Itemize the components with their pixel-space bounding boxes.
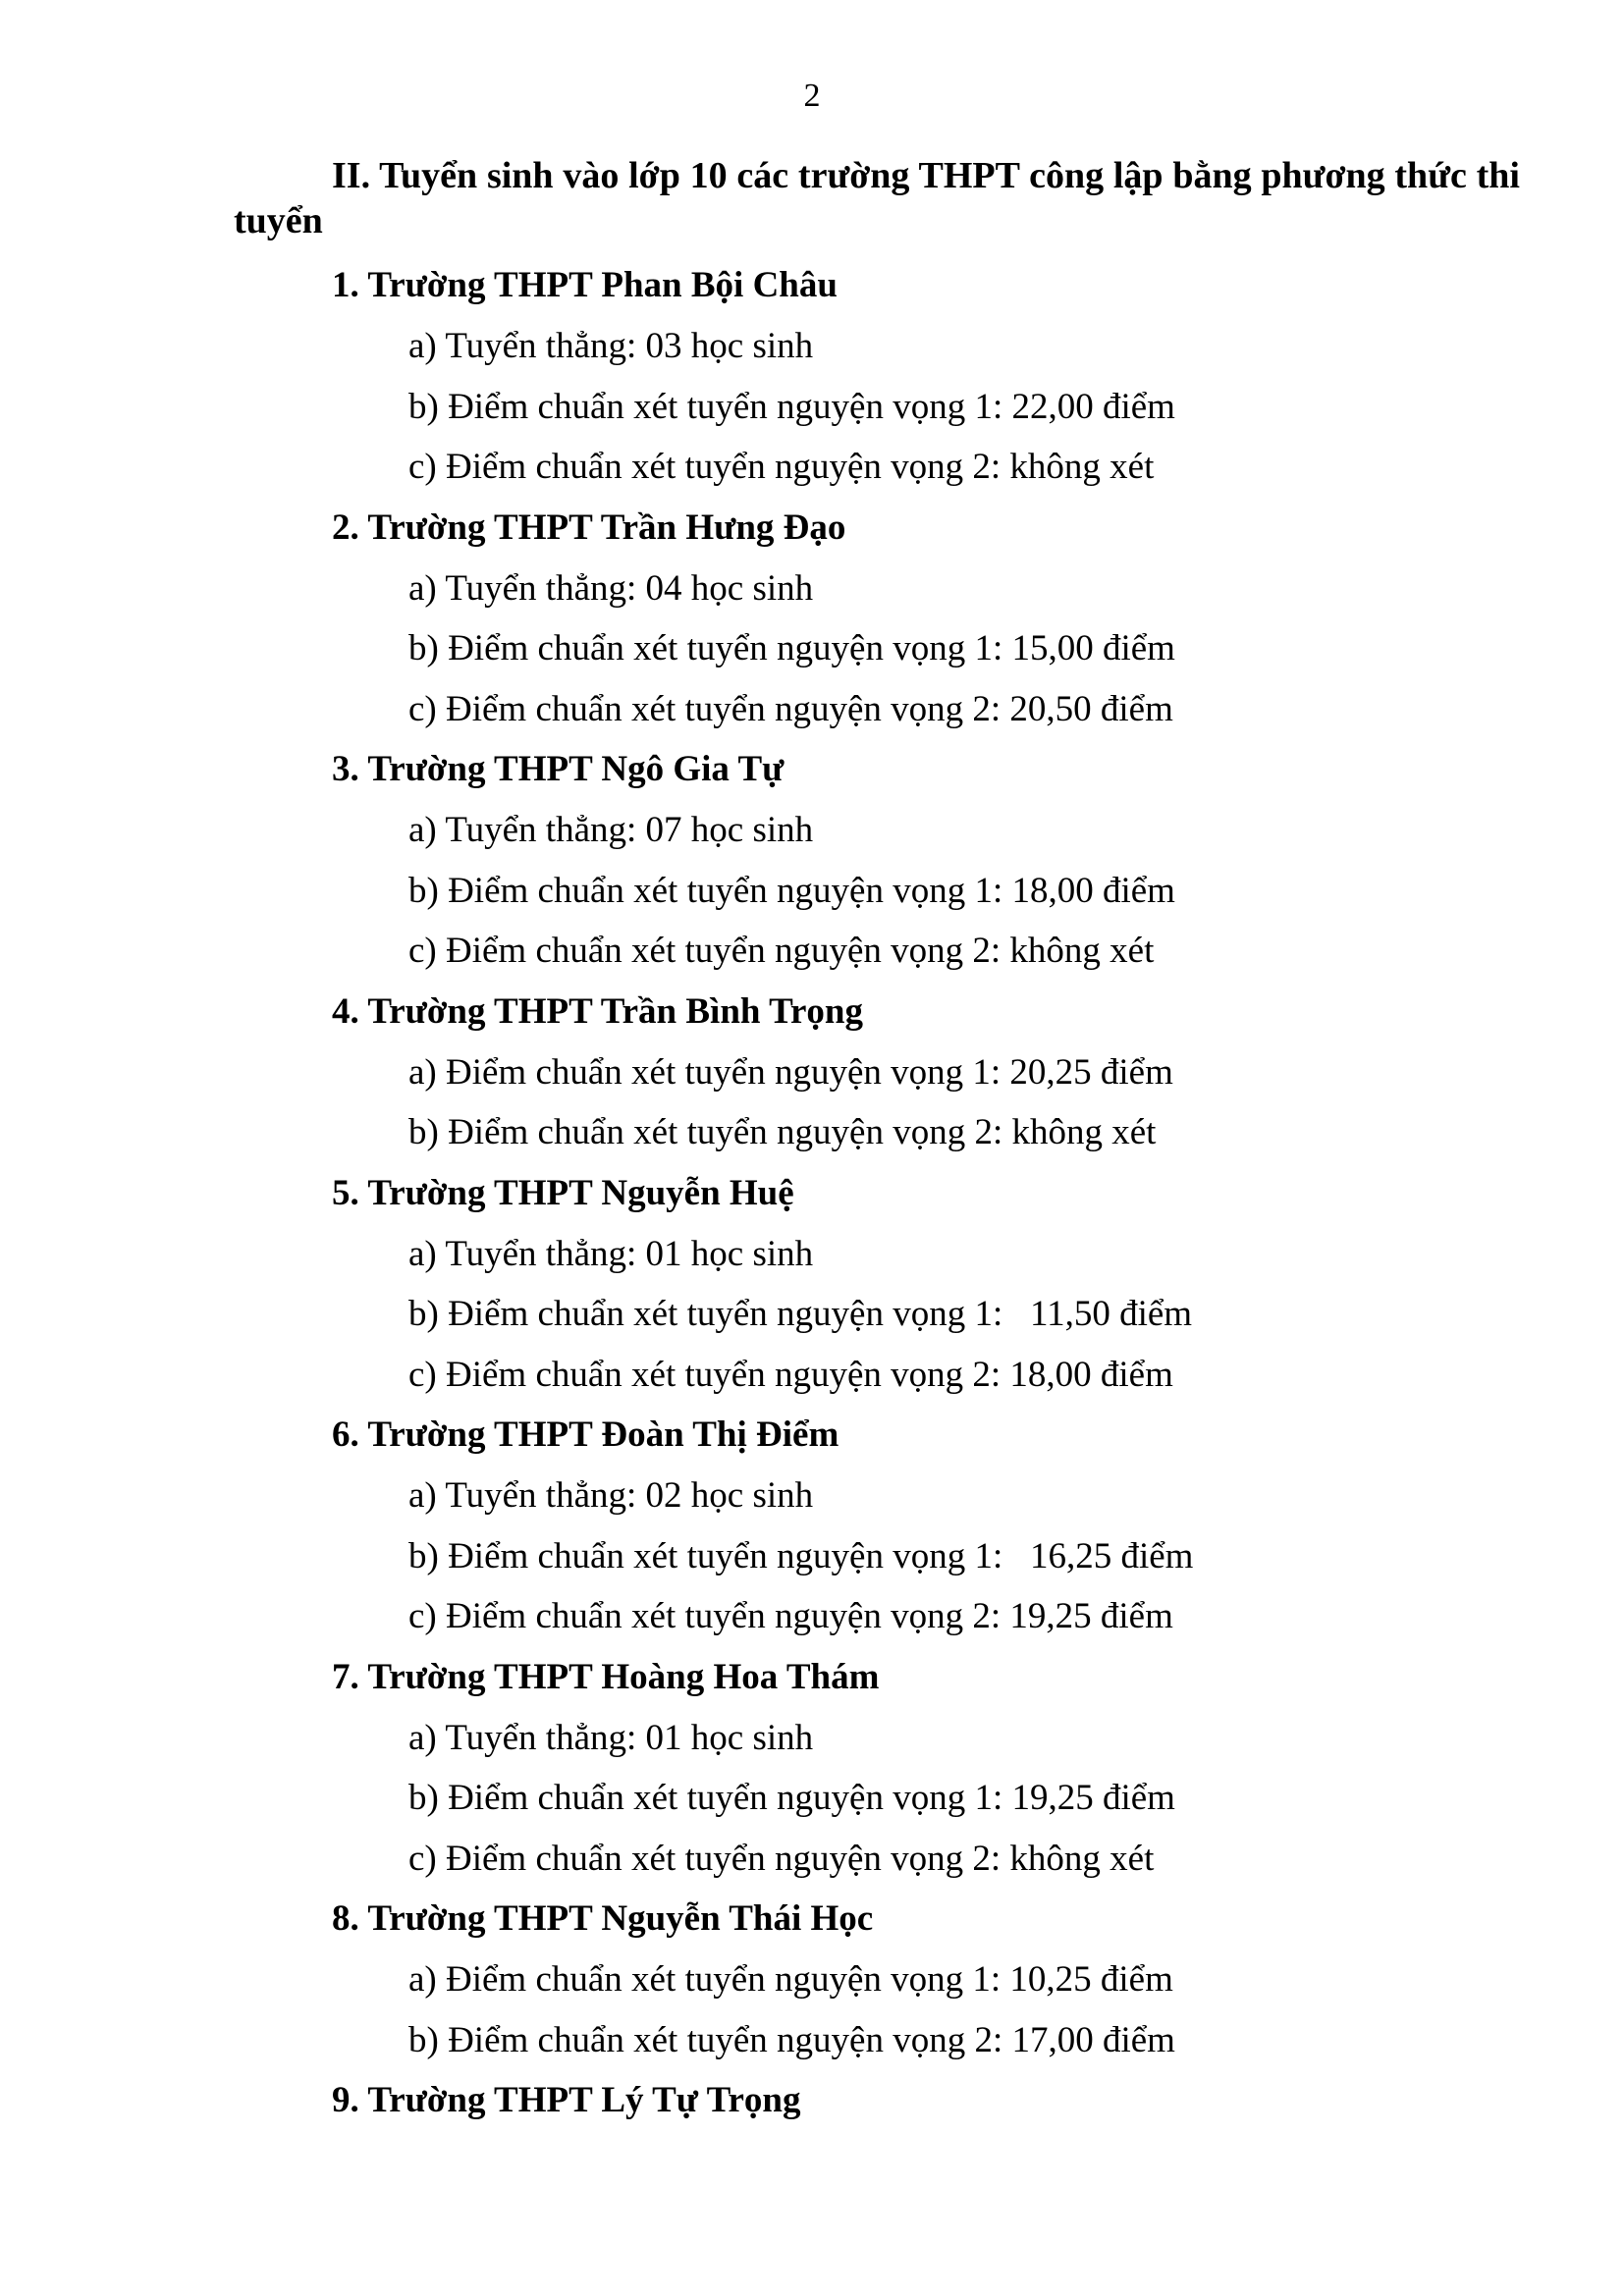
- school-title: 3. Trường THPT Ngô Gia Tự: [332, 749, 785, 789]
- school-title: 4. Trường THPT Trần Bình Trọng: [332, 990, 863, 1032]
- criteria-item: a) Tuyển thẳng: 02 học sinh: [408, 1475, 814, 1516]
- school-section: [332, 982, 1540, 1163]
- school-criteria-list: [332, 1224, 1540, 1406]
- criteria-item: c) Điểm chuẩn xét tuyển nguyện vọng 2: không xét: [408, 1838, 1155, 1879]
- criteria-item: c) Điểm chuẩn xét tuyển nguyện vọng 2: 18,00 điểm: [408, 1354, 1173, 1395]
- criteria-item: a) Điểm chuẩn xét tuyển nguyện vọng 1: 10,25 điểm: [408, 1959, 1173, 2000]
- criteria-item: a) Tuyển thẳng: 07 học sinh: [408, 810, 814, 850]
- criteria-item: c) Điểm chuẩn xét tuyển nguyện vọng 2: 19,25 điểm: [408, 1596, 1173, 1636]
- school-criteria-list: [332, 1949, 1540, 2070]
- criteria-item: b) Điểm chuẩn xét tuyển nguyện vọng 2: 17,00 điểm: [408, 2019, 1175, 2060]
- criteria-item: b) Điểm chuẩn xét tuyển nguyện vọng 1: 15,00 điểm: [408, 628, 1175, 668]
- criteria-item: a) Tuyển thẳng: 03 học sinh: [408, 326, 814, 366]
- criteria-item: b) Điểm chuẩn xét tuyển nguyện vọng 1: 22,00 điểm: [408, 386, 1175, 427]
- school-section: [332, 498, 1540, 740]
- criteria-item: a) Tuyển thẳng: 01 học sinh: [408, 1233, 814, 1274]
- criteria-item: c) Điểm chuẩn xét tuyển nguyện vọng 2: không xét: [408, 447, 1155, 487]
- school-title: 1. Trường THPT Phan Bội Châu: [332, 265, 838, 305]
- criteria-item: c) Điểm chuẩn xét tuyển nguyện vọng 2: không xét: [408, 931, 1155, 971]
- criteria-item: a) Tuyển thẳng: 01 học sinh: [408, 1717, 814, 1758]
- criteria-item: a) Điểm chuẩn xét tuyển nguyện vọng 1: 20,25 điểm: [408, 1051, 1173, 1093]
- school-section: [332, 739, 1540, 982]
- school-title: 2. Trường THPT Trần Hưng Đạo: [332, 507, 846, 548]
- criteria-item: b) Điểm chuẩn xét tuyển nguyện vọng 1: 11,50 điểm: [408, 1294, 1193, 1334]
- school-title: 9. Trường THPT Lý Tự Trọng: [332, 2080, 801, 2120]
- section-heading: II. Tuyển sinh vào lớp 10 các trường THPT công lập bằng phương thức thi tuyển: [234, 155, 1520, 241]
- criteria-item: b) Điểm chuẩn xét tuyển nguyện vọng 1: 19,25 điểm: [408, 1778, 1175, 1818]
- school-criteria-list: [332, 559, 1540, 740]
- school-title: 6. Trường THPT Đoàn Thị Điểm: [332, 1415, 839, 1455]
- school-criteria-list: [332, 1708, 1540, 1890]
- school-title: 5. Trường THPT Nguyễn Huệ: [332, 1172, 794, 1213]
- school-section: [332, 255, 1540, 498]
- school-section: [332, 1163, 1540, 1406]
- criteria-item: b) Điểm chuẩn xét tuyển nguyện vọng 1: 16,25 điểm: [408, 1535, 1194, 1576]
- school-criteria-list: [332, 800, 1540, 982]
- school-section: [332, 2070, 1540, 2131]
- school-title: 7. Trường THPT Hoàng Hoa Thám: [332, 1656, 880, 1697]
- criteria-item: b) Điểm chuẩn xét tuyển nguyện vọng 1: 18,00 điểm: [408, 870, 1175, 911]
- school-criteria-list: [332, 1042, 1540, 1163]
- school-list: [332, 255, 1540, 2131]
- school-section: [332, 1647, 1540, 1890]
- school-section: [332, 1889, 1540, 2070]
- page-number: 2: [803, 78, 821, 114]
- school-section: [332, 1405, 1540, 1647]
- criteria-item: c) Điểm chuẩn xét tuyển nguyện vọng 2: 20,50 điểm: [408, 688, 1173, 729]
- school-title: 8. Trường THPT Nguyễn Thái Học: [332, 1898, 874, 1939]
- criteria-item: a) Tuyển thẳng: 04 học sinh: [408, 567, 814, 609]
- school-criteria-list: [332, 316, 1540, 498]
- school-criteria-list: [332, 1466, 1540, 1647]
- criteria-item: b) Điểm chuẩn xét tuyển nguyện vọng 2: không xét: [408, 1112, 1157, 1152]
